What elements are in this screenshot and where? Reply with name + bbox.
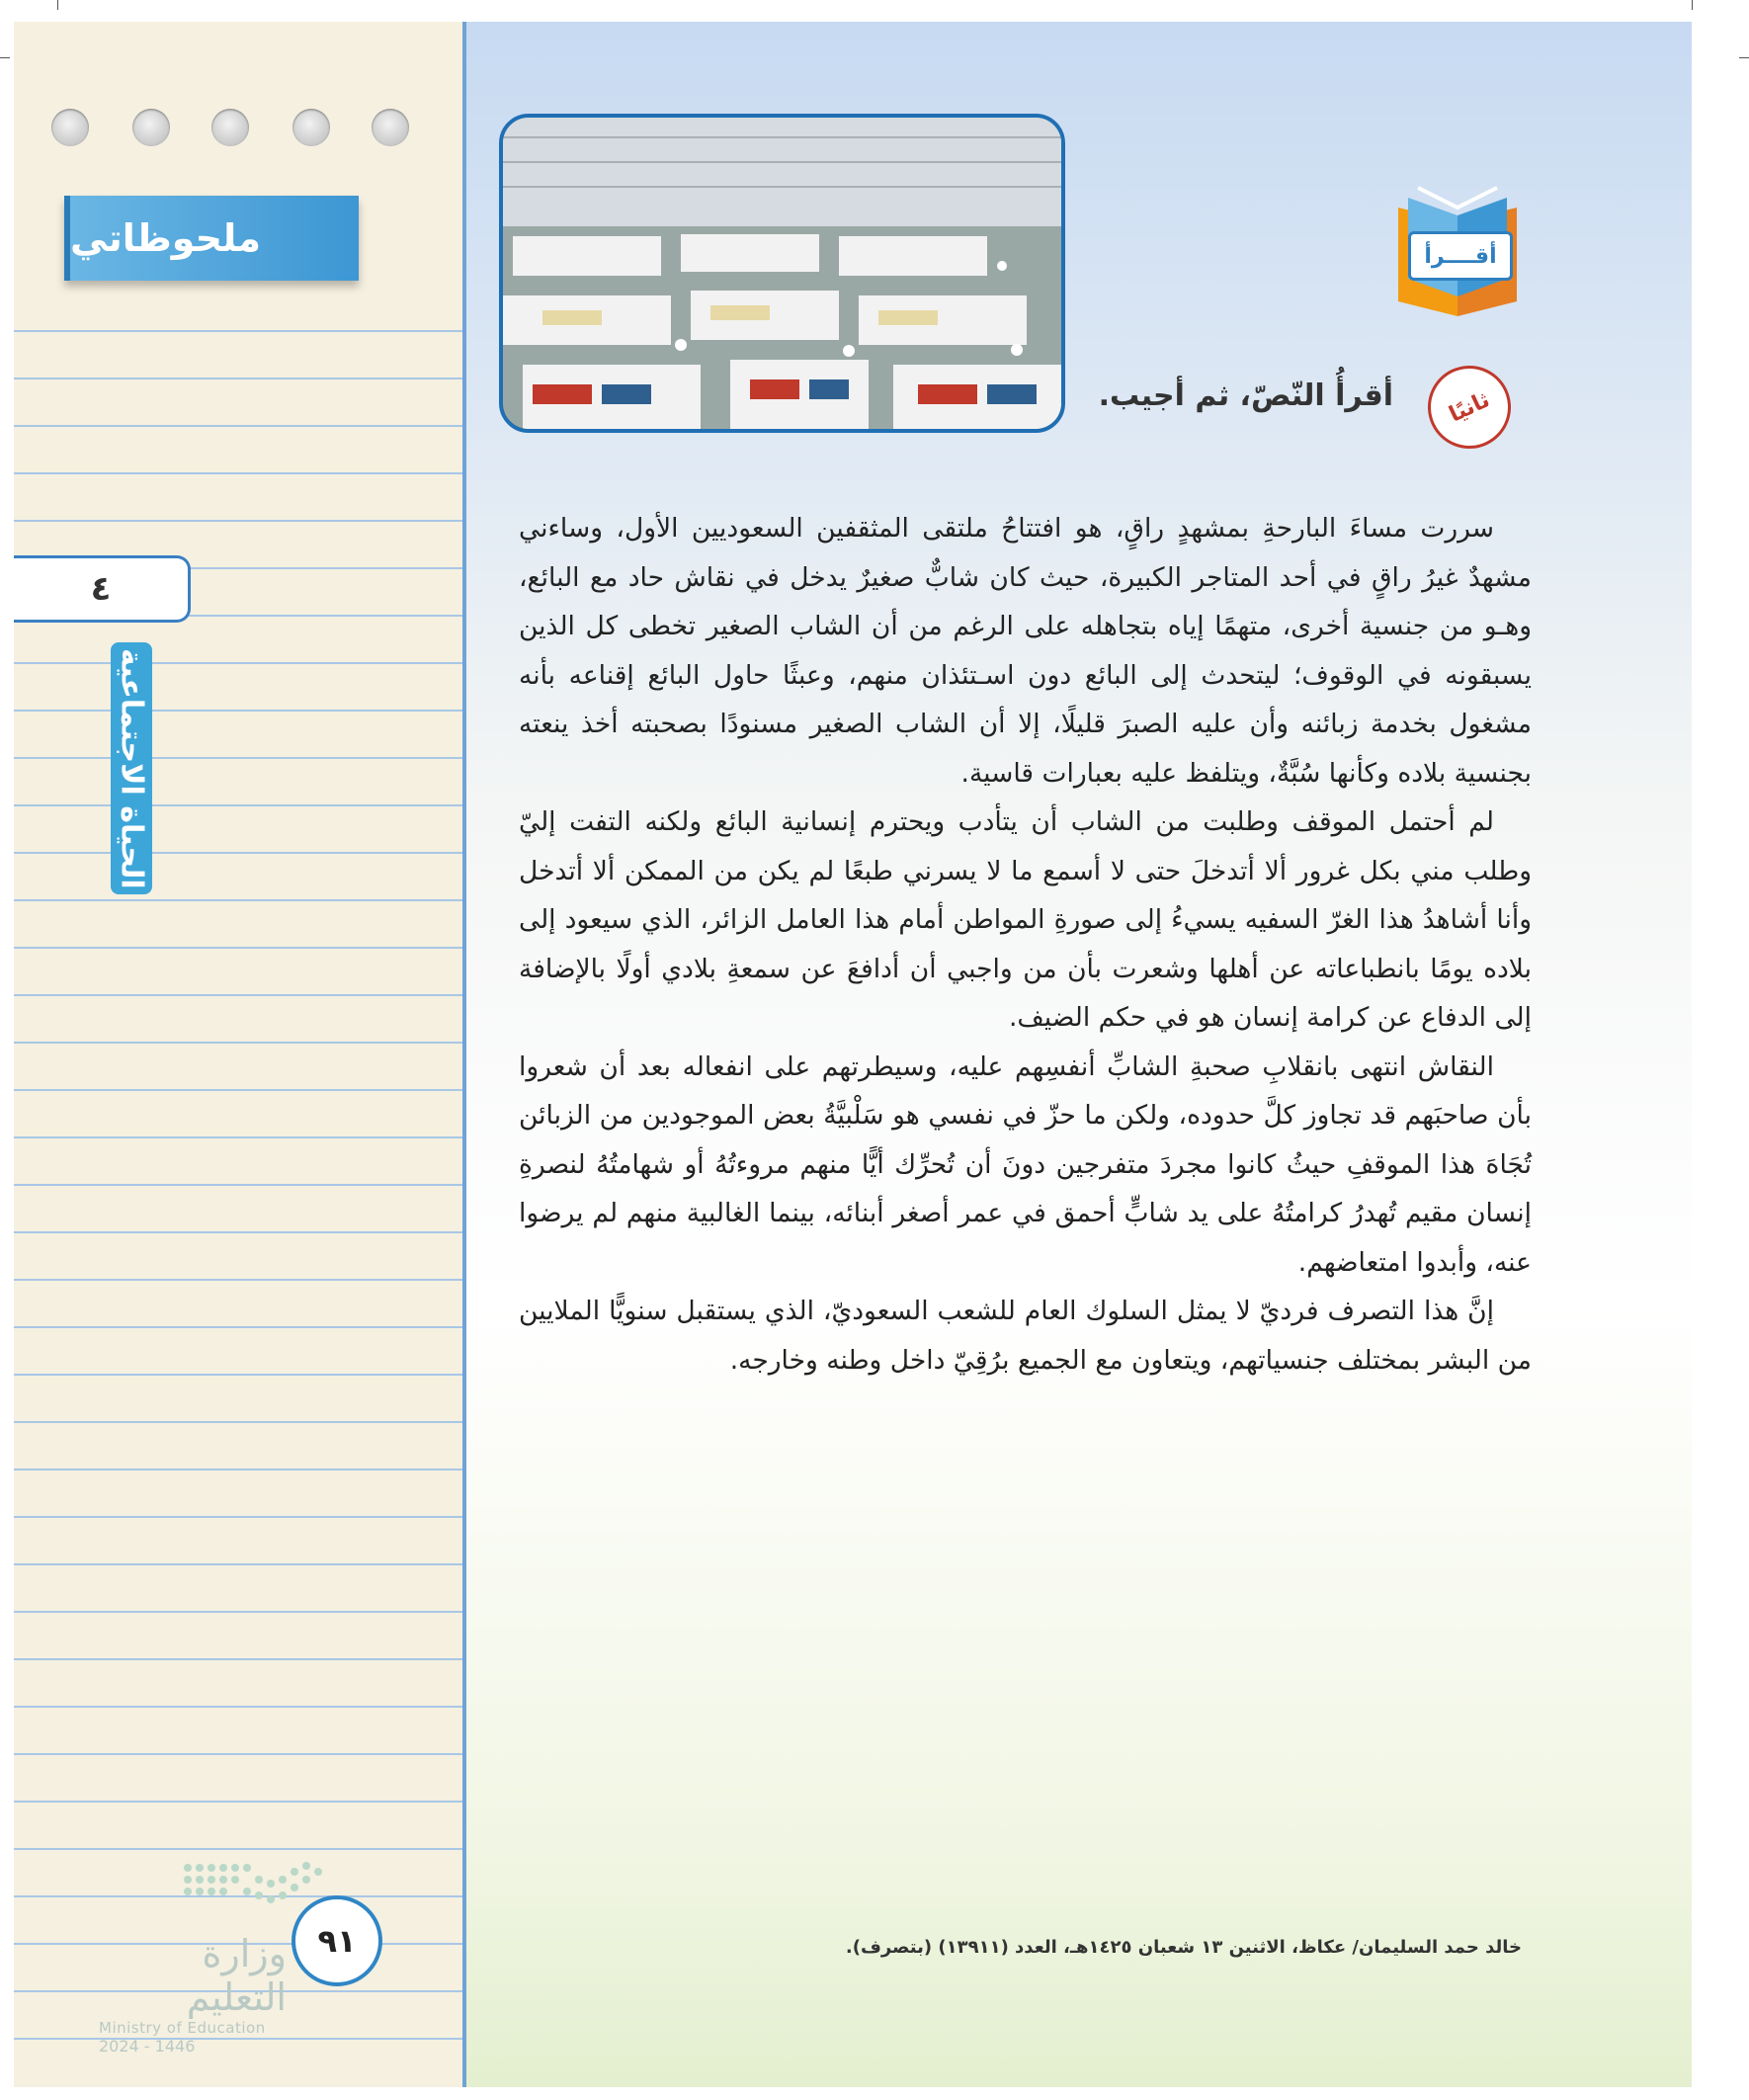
ruled-line [14, 425, 462, 427]
unit-name: الحياة الاجتماعية [114, 647, 149, 889]
ruled-line [14, 1279, 462, 1281]
section-instruction: أقرأُ النّصّ، ثم أجيب. [1098, 378, 1393, 413]
notes-title: ملحوظاتي [70, 216, 262, 260]
ruled-line [14, 1042, 462, 1044]
ruled-line [14, 710, 462, 712]
ruled-line [14, 1326, 462, 1328]
book-fair-illustration [503, 118, 1061, 429]
ruled-line [14, 1516, 462, 1518]
ruled-line [14, 852, 462, 854]
ruled-line [14, 1421, 462, 1423]
unit-number-box [14, 555, 191, 623]
notes-title-tab [64, 196, 359, 281]
ruled-line [14, 899, 462, 901]
binder-hole [292, 109, 330, 146]
passage-paragraph-1: سررت مساءَ البارحةِ بمشهدٍ راقٍ، هو افتتاحُ ملتقى المثقفين السعوديين الأول، وساءني مشهدٌ غيرُ راقٍ في أحد المتاجر الكبيرة، حيث كان شابٌّ صغيرٌ يدخل في نقاش حاد مع البائع، وهـو من جنسية أخرى، متهمًا إياه بتجاهله على الرغم من أن الشاب الصغير تخطى كل الذين يسبقونه في الوقوف؛ ليتحدث إلى البائع دون اسـتئذان منهم، وعبثًا حاول البائع إقناعه بأنه مشغول بخدمة زبائنه وأن عليه الصبرَ قليلًا، إلا أن الشاب الصغير مسنودًا بصحبته أخذ ينعته بجنسية بلاده وكأنها سُبَّةٌ، ويتلفظ عليه بعبارات قاسية. [519, 513, 1532, 789]
ruled-line [14, 994, 462, 996]
ruled-line [14, 1089, 462, 1091]
ruled-line [14, 1374, 462, 1376]
ruled-line [14, 1706, 462, 1708]
ruled-line [14, 1658, 462, 1660]
ministry-name-ar: وزارة التعليم [186, 1932, 287, 2019]
unit-number: ٤ [90, 569, 112, 609]
binder-hole [211, 109, 249, 146]
crop-mark [1692, 0, 1693, 10]
ministry-wordmark [99, 1932, 287, 2056]
passage-paragraph-3: النقاش انتهى بانقلابِ صحبةِ الشابِّ أنفسِهم عليه، وسيطرتهم على انفعاله بعد أن شعروا بأن صاحبَهم قد تجاوز كلَّ حدوده، ولكن ما حزّ في نفسي هو سَلْبيَّةُ بعض الموجودين من الزبائن تُجَاهَ هذا الموقفِ حيثُ كانوا مجردَ متفرجين دونَ أن تُحرِّك أيًّا منهم مروءتُهُ أو شهامتُهُ لنصرةِ إنسان مقيم تُهدرُ كرامتُهُ على يد شابٍّ أحمق في عمر أصغر أبنائه، بينما الغالبية منهم لم يرضوا عنه، وأبدوا امتعاضهم. [519, 1050, 1532, 1278]
ruled-line [14, 1753, 462, 1755]
badge-text: ثانيًا [1445, 386, 1494, 428]
ruled-line [14, 520, 462, 522]
ruled-line [14, 330, 462, 332]
ruled-line [14, 472, 462, 474]
ruled-line [14, 378, 462, 379]
ruled-line [14, 662, 462, 664]
reading-passage [519, 504, 1532, 1385]
passage-paragraph-4: إنَّ هذا التصرف فرديّ لا يمثل السلوك العام للشعب السعوديّ، الذي يستقبل سنويًّا الملايين من البشر بمختلف جنسياتهم، ويتعاون مع الجميع برُقِيّ داخل وطنه وخارجه. [519, 1296, 1532, 1376]
read-section-label [1408, 231, 1513, 281]
ruled-line [14, 757, 462, 759]
ruled-line [14, 1801, 462, 1803]
ruled-line [14, 1184, 462, 1186]
ministry-name-en: Ministry of Education [99, 2019, 266, 2037]
passage-paragraph-2: لم أحتمل الموقف وطلبت من الشاب أن يتأدب ويحترم إنسانية البائع ولكنه التفت إليّ وطلب مني بكل غرور ألا أتدخلَ حتى لا أسمع ما لا يسرني طبعًا لم يكن من الممكن ألا أتدخل وأنا أشاهدُ هذا الغرّ السفيه يسيءُ إلى صورةِ المواطن أمام هذا العامل الزائر، الذي سيعود إلى بلاده يومًا بانطباعاته عن أهلها وشعرت بأن من واجبي أن أدافعَ عن سمعةِ بلادي أولًا بالإضافة إلى الدفاع عن كرامة إنسان هو في حكم الضيف. [519, 806, 1532, 1033]
ruled-line [14, 1469, 462, 1470]
ruled-line [14, 1848, 462, 1850]
crop-mark [1739, 57, 1749, 58]
book-fair-photo [499, 114, 1065, 433]
ruled-line [14, 1136, 462, 1138]
source-citation: خالد حمد السليمان/ عكاظ، الاثنين ١٣ شعبان ١٤٢٥هـ، العدد (١٣٩١١) (بتصرف). [845, 1937, 1522, 1958]
ruled-line [14, 804, 462, 806]
binder-hole [372, 109, 409, 146]
unit-name-label [111, 642, 152, 894]
ruled-line [14, 1611, 462, 1613]
read-label-text: أقــــرأ [1424, 243, 1497, 269]
page-number [292, 1895, 382, 1986]
edition-year: 2024 - 1446 [99, 2037, 196, 2056]
crop-mark [57, 0, 58, 10]
page-number-value: ٩١ [317, 1922, 357, 1960]
notes-sidebar [14, 22, 466, 2087]
binder-hole [51, 109, 89, 146]
ruled-line [14, 1563, 462, 1565]
ruled-line [14, 947, 462, 949]
crop-mark [0, 57, 10, 58]
ruled-line [14, 1231, 462, 1233]
binder-hole [132, 109, 170, 146]
